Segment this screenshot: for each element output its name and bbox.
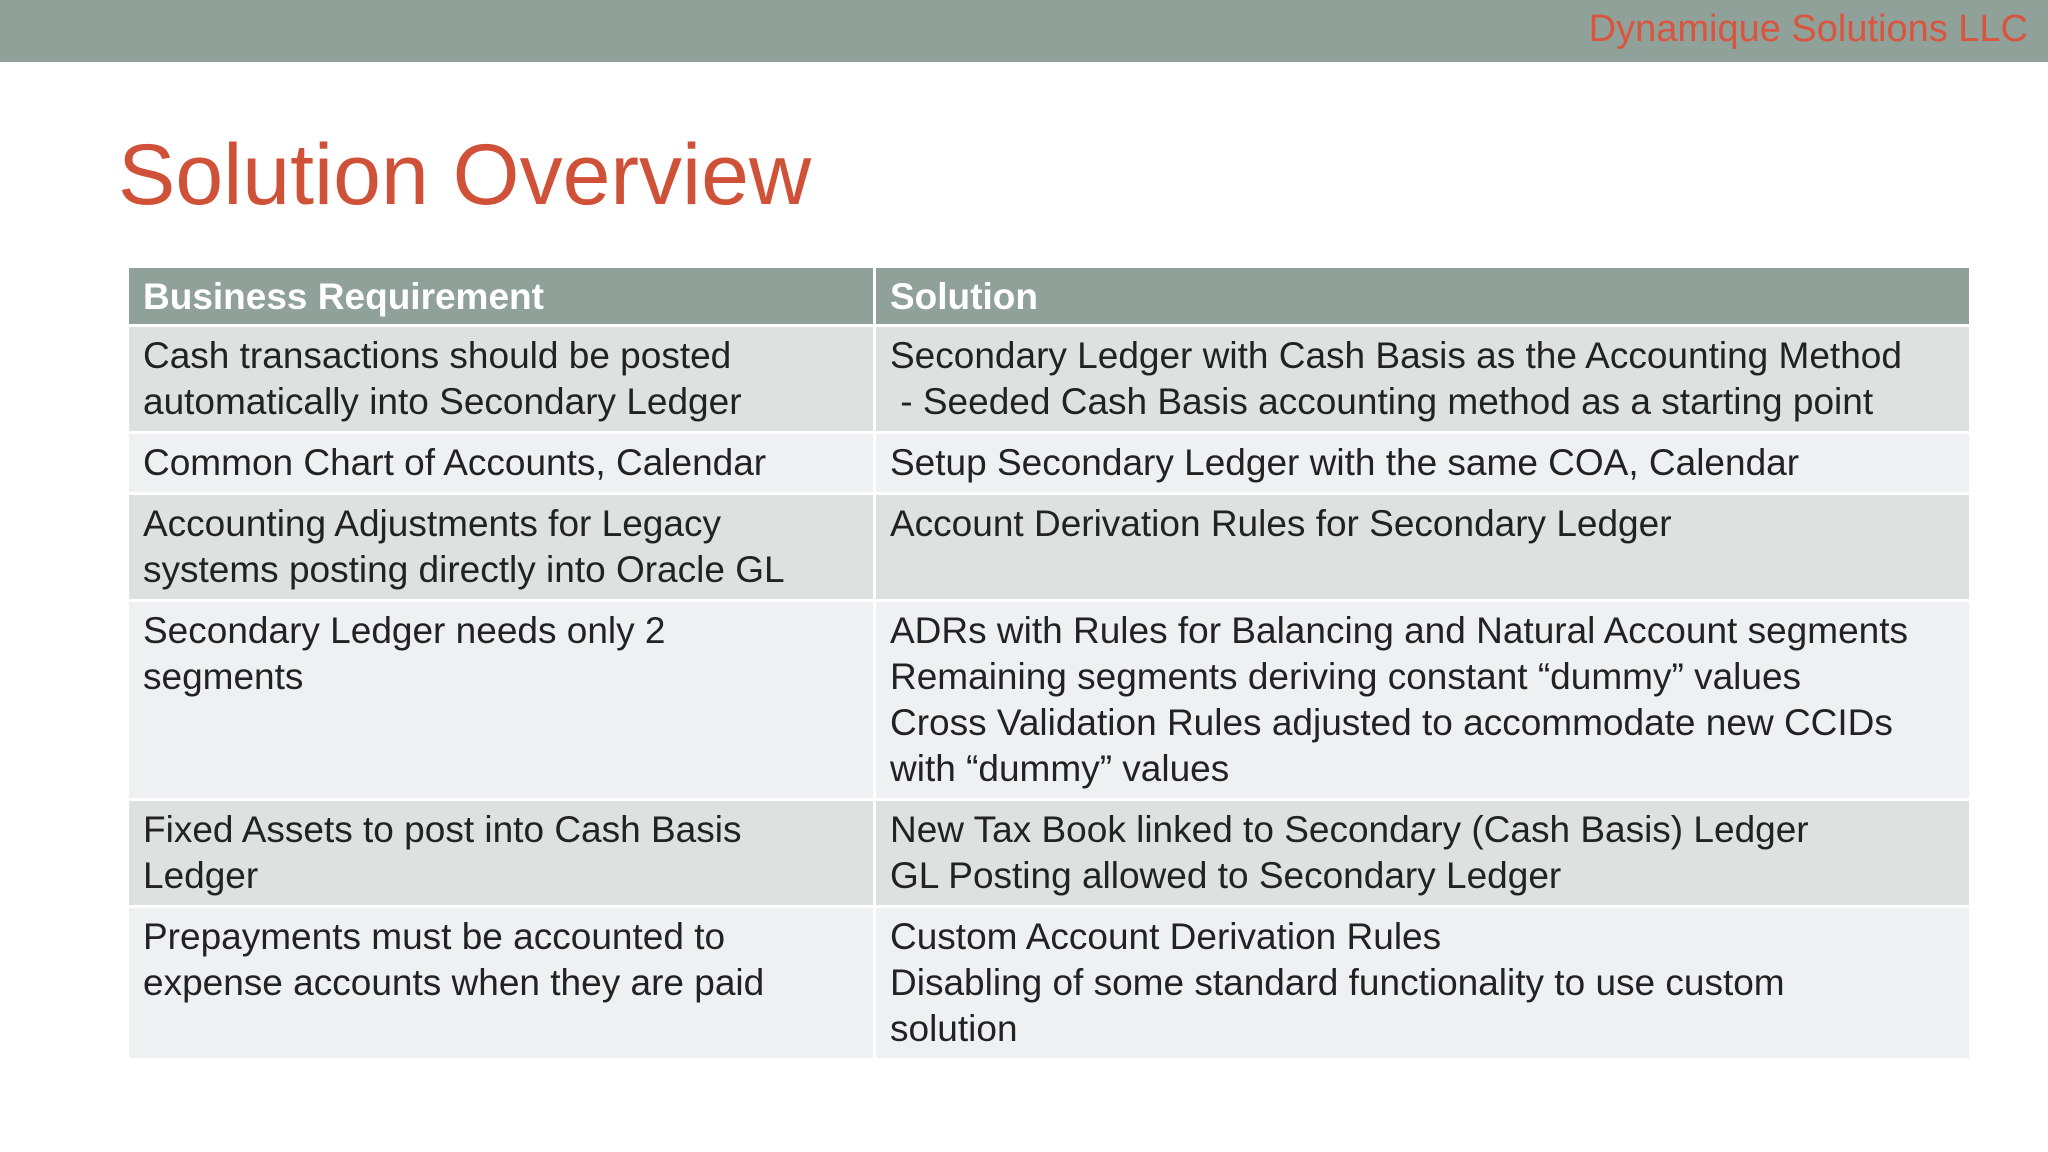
cell-line: Custom Account Derivation Rules — [890, 916, 1442, 957]
solution-cell — [875, 326, 1971, 433]
table-row — [128, 326, 1971, 433]
header-solution: Solution — [875, 267, 1971, 326]
table-row — [128, 433, 1971, 494]
cell-line: Account Derivation Rules for Secondary Ledger — [890, 503, 1672, 544]
overview-table — [126, 265, 1972, 1061]
company-name: Dynamique Solutions LLC — [1588, 8, 2028, 50]
cell-line: Common Chart of Accounts, Calendar — [143, 442, 767, 483]
table-row — [128, 907, 1971, 1060]
cell-line: Remaining segments deriving constant “dummy” values — [890, 656, 1802, 697]
cell-line: expense accounts when they are paid — [143, 962, 765, 1003]
cell-line: ADRs with Rules for Balancing and Natural Account segments — [890, 610, 1909, 651]
cell-line: Setup Secondary Ledger with the same COA, Calendar — [890, 442, 1800, 483]
slide-title: Solution Overview — [118, 127, 812, 223]
cell-line: Fixed Assets to post into Cash Basis — [143, 809, 742, 850]
requirement-cell — [128, 494, 875, 601]
cell-line: GL Posting allowed to Secondary Ledger — [890, 855, 1562, 896]
requirement-cell — [128, 326, 875, 433]
cell-line: Secondary Ledger with Cash Basis as the Accounting Method — [890, 335, 1902, 376]
solution-cell — [875, 601, 1971, 800]
requirement-cell — [128, 800, 875, 907]
solution-cell — [875, 494, 1971, 601]
cell-line: Cross Validation Rules adjusted to accommodate new CCIDs — [890, 702, 1893, 743]
cell-line: solution — [890, 1008, 1018, 1049]
solution-cell — [875, 433, 1971, 494]
cell-line: Prepayments must be accounted to — [143, 916, 726, 957]
cell-line: systems posting directly into Oracle GL — [143, 549, 785, 590]
table-row — [128, 601, 1971, 800]
cell-line: Secondary Ledger needs only 2 — [143, 610, 666, 651]
requirement-cell — [128, 601, 875, 800]
header-business-requirement: Business Requirement — [128, 267, 875, 326]
cell-line: New Tax Book linked to Secondary (Cash Basis) Ledger — [890, 809, 1809, 850]
cell-line: segments — [143, 656, 304, 697]
cell-line: Disabling of some standard functionality to use custom — [890, 962, 1785, 1003]
cell-line: Ledger — [143, 855, 259, 896]
table-row — [128, 800, 1971, 907]
top-banner — [0, 0, 2048, 62]
cell-line: automatically into Secondary Ledger — [143, 381, 742, 422]
requirement-cell — [128, 907, 875, 1060]
table-header-row — [128, 267, 1971, 326]
solution-cell — [875, 800, 1971, 907]
requirement-cell — [128, 433, 875, 494]
cell-line: with “dummy” values — [890, 748, 1230, 789]
cell-line: - Seeded Cash Basis accounting method as a starting point — [890, 381, 1874, 422]
table-row — [128, 494, 1971, 601]
solution-cell — [875, 907, 1971, 1060]
cell-line: Accounting Adjustments for Legacy — [143, 503, 721, 544]
cell-line: Cash transactions should be posted — [143, 335, 732, 376]
